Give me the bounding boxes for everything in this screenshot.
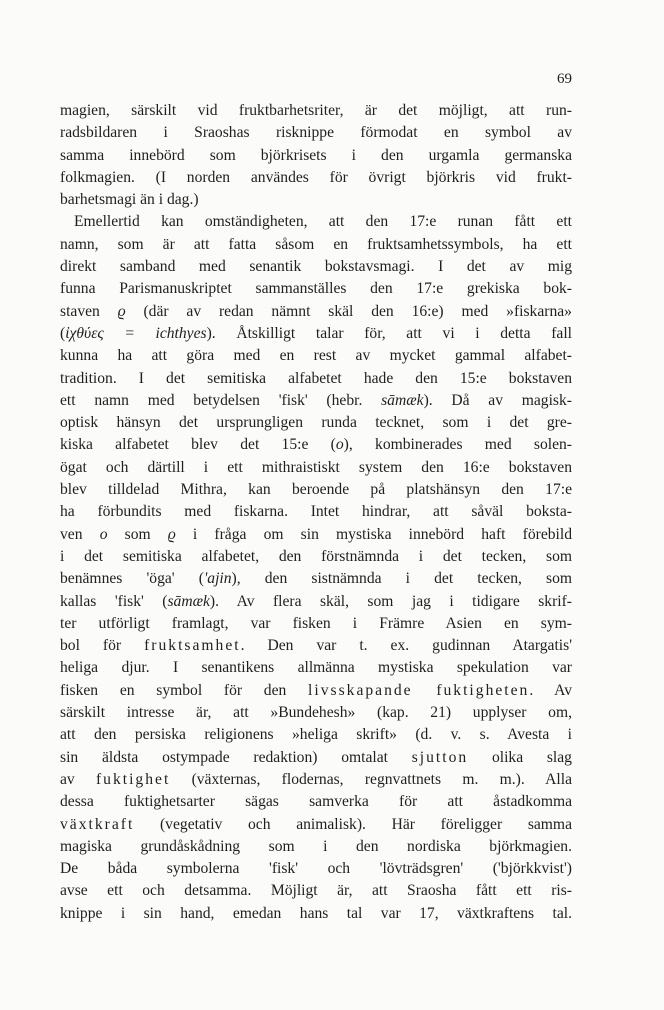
hebrew-word: 'ajin <box>203 570 232 588</box>
hebrew-word: sāmæk <box>167 592 210 610</box>
text-fragment: sin äldsta ostympade redaktion) omtalat <box>60 748 388 766</box>
text-fragment: kiska alfabetet blev det 15:e <box>60 436 309 454</box>
text-line: De båda symbolerna 'fisk' och 'lövträdsgren' ('björkkvist') <box>60 860 572 878</box>
text-fragment: (där av redan nämnt skäl den 16:e) med »fiskarna» <box>143 302 572 320</box>
text-line: folkmagien. (I norden användes för övrigt björkris vid frukt- <box>60 168 572 186</box>
text-line <box>60 814 572 836</box>
text-line: kunna ha att göra med en rest av mycket gammal alfabet- <box>60 347 572 365</box>
text-line: i det semitiska alfabetet, den förstnämnda i det tecken, som <box>60 547 572 565</box>
text-fragment: . Av <box>529 681 572 699</box>
text-fragment: benämnes 'öga' <box>60 570 175 588</box>
text-line: knippe i sin hand, emedan hans tal var 17, växtkraftens tal. <box>60 904 572 922</box>
text-line: dessa fuktighetsarter sägas samverka för att åstadkomma <box>60 793 572 811</box>
spaced-term: fruktsamhet <box>144 637 241 655</box>
text-line: samma innebörd som björkrisets i den urgamla germanska <box>60 146 572 164</box>
text-line: särskilt intresse är, att »Bundehesh» (kap. 21) upplyser om, <box>60 704 572 722</box>
text-line: kiska alfabetet blev det 15:e (o), kombinerades med solen- <box>60 436 572 454</box>
text-line: funna Parismanuskriptet sammanställes den 17:e grekiska bok- <box>60 280 572 298</box>
text-fragment: fisken en symbol för den <box>60 681 287 699</box>
text-line <box>60 747 572 769</box>
spaced-term: sjutton <box>411 748 469 766</box>
text-fragment: bol för <box>60 637 122 655</box>
text-fragment: ven <box>60 525 83 543</box>
text-line: ett namn med betydelsen 'fisk' (hebr. sāmæk). Då av magisk- <box>60 391 572 409</box>
text-fragment: staven <box>60 302 100 320</box>
hebrew-word: sāmæk <box>381 391 424 409</box>
text-line <box>60 635 572 657</box>
text-fragment: i fråga om sin mystiska innebörd haft förebild <box>192 525 573 543</box>
text-line <box>60 301 572 323</box>
page-number: 69 <box>557 71 572 87</box>
text-fragment: , kombinerades med solen- <box>348 436 572 454</box>
text-line: magien, särskilt vid fruktbarhetsriter, är det möjligt, att run- <box>60 102 572 119</box>
text-line: barhetsmagi än i dag.) <box>60 191 199 209</box>
text-fragment: Av flera skäl, som jag i tidigare skrif- <box>236 592 572 610</box>
text-line: avse ett och detsamma. Möjligt är, att Sraosha fått ett ris- <box>60 882 572 900</box>
body-text <box>60 100 572 925</box>
text-line: optisk hänsyn det ursprungligen runda tecknet, som i det gre- <box>60 414 572 432</box>
text-fragment: som <box>124 525 151 543</box>
text-line: tradition. I det semitiska alfabetet hade den 15:e bokstaven <box>60 369 572 387</box>
text-line: blev tilldelad Mithra, kan beroende på platshänsyn den 17:e <box>60 481 572 499</box>
text-line <box>60 769 572 791</box>
text-fragment: (växternas, flodernas, regnvattnets m. m.). Alla <box>191 770 572 788</box>
text-line: (ἰχθύες = ichthyes). Åtskilligt talar för, att vi i detta fall <box>60 324 572 342</box>
text-line: att den persiska religionens »heliga skrift» (d. v. s. Avesta i <box>60 726 572 744</box>
spaced-term: livsskapande fuktigheten <box>308 681 530 699</box>
text-line: radsbildaren i Sraoshas risknippe förmodat en symbol av <box>60 124 572 142</box>
text-line: benämnes 'öga' ('ajin), den sistnämnda i det tecken, som <box>60 570 573 588</box>
text-line <box>60 680 572 702</box>
text-fragment: olika slag <box>491 748 572 766</box>
text-line: Emellertid kan omständigheten, att den 17:e runan fått ett <box>74 213 572 231</box>
text-line: direkt samband med senantik bokstavsmagi. I det av mig <box>60 258 572 276</box>
spaced-term: fuktighet <box>95 770 171 788</box>
text-line <box>60 524 572 546</box>
text-fragment: kallas 'fisk' <box>60 592 144 610</box>
text-fragment: (vegetativ och animalisk). Här föreligger samma <box>159 815 572 833</box>
text-fragment: ett namn med betydelsen 'fisk' (hebr. <box>60 391 363 409</box>
text-fragment: av <box>60 770 75 788</box>
text-line: namn, som är att fatta såsom en fruktsamhetssymbols, ha ett <box>60 235 572 253</box>
spaced-term: växtkraft <box>60 815 135 833</box>
greek-letter: ϱ <box>167 525 176 543</box>
text-line: ha förbundits med fiskarna. Intet hindrar, att såväl boksta- <box>60 503 572 521</box>
text-fragment: . Den var t. ex. gudinnan Atargatis' <box>240 637 573 655</box>
text-line: heliga djur. I senantikens allmänna mystiska spekulation var <box>60 659 572 677</box>
greek-letter: ϱ <box>117 302 126 320</box>
text-line: kallas 'fisk' (sāmæk). Av flera skäl, som jag i tidigare skrif- <box>60 592 572 610</box>
text-line: magiska grundåskådning som i den nordiska björkmagien. <box>60 837 572 855</box>
greek-letter: o <box>99 525 108 543</box>
text-line: ter utförligt framlagt, var fisken i Främre Asien en sym- <box>60 614 572 632</box>
text-fragment: , den sistnämnda i det tecken, som <box>236 570 573 588</box>
text-fragment: Då av magisk- <box>451 391 572 409</box>
text-line: ögat och därtill i ett mithraistiskt system den 16:e bokstaven <box>60 458 572 476</box>
text-fragment: Åtskilligt talar för, att vi i detta fall <box>236 324 572 342</box>
greek-word: ἰχθύες = ichthyes <box>65 324 207 342</box>
greek-letter: o <box>335 436 344 454</box>
